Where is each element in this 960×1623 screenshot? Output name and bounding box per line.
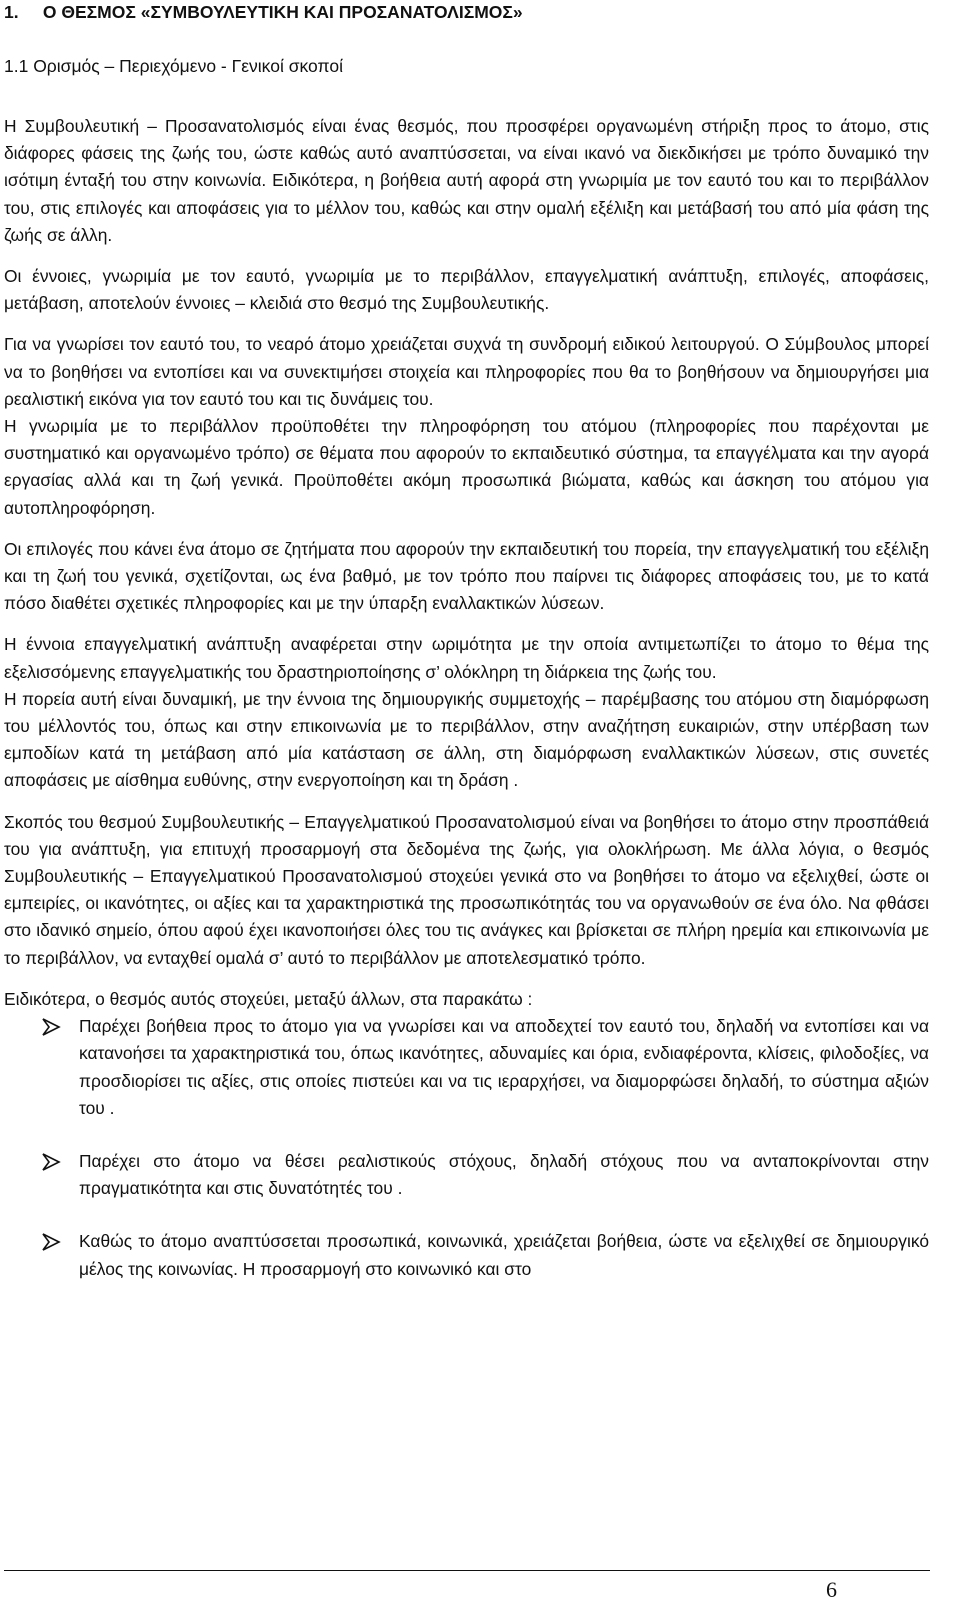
subsection-heading: 1.1 Ορισμός – Περιεχόμενο - Γενικοί σκοποί: [4, 56, 343, 76]
paragraph: Η Συμβουλευτική – Προσανατολισμός είναι ένας θεσμός, που προσφέρει οργανωμένη στήριξη προς το άτομο, στις διάφορες φάσεις της ζωής του, ώστε καθώς αυτό αναπτύσσεται, να είναι ικανό να διεκδικήσει με τρόπο δυναμικό την ισότιμη ένταξή του στην κοινωνία. Ειδικότερα, η βοήθεια αυτή αφορά στη γνωριμία με τον εαυτό του και το περιβάλλον του, στις επιλογές και αποφάσεις για το μέλλον του, καθώς και στην ομαλή εξέλιξη και μετάβασή του από μία φάση της ζωής σε άλλη.: [4, 116, 929, 245]
list-item-text: Παρέχει στο άτομο να θέσει ρεαλιστικούς στόχους, δηλαδή στόχους που να ανταποκρίνονται στην πραγματικότητα και στις δυνατότητές του .: [79, 1150, 929, 1199]
list-item: [4, 1013, 929, 1122]
paragraph: Για να γνωρίσει τον εαυτό του, το νεαρό άτομο χρειάζεται συχνά τη συνδρομή ειδικού λειτουργού. Ο Σύμβουλος μπορεί να το βοηθήσει να εντοπίσει και να συνεκτιμήσει στοιχεία και πληροφορίες που θα το βοηθήσουν να δημιουργήσει μια ρεαλιστική εικόνα για τον εαυτό του και τις δυνάμεις του.: [4, 334, 929, 409]
arrowhead-bullet-icon: [41, 1153, 61, 1171]
paragraph: Σκοπός του θεσμού Συμβουλευτικής – Επαγγελματικού Προσανατολισμού είναι να βοηθήσει το άτομο στην προσπάθειά του για ανάπτυξη, για επιτυχή προσαρμογή στα δεδομένα της ζωής, για ολοκλήρωση. Με άλλα λόγια, ο θεσμός Συμβουλευτικής – Επαγγελματικού Προσανατολισμού στοχεύει γενικά στο να βοηθήσει το άτομο να εξελιχθεί, ώστε οι εμπειρίες, οι ικανότητες, οι αξίες και τα χαρακτηριστικά της προσωπικότητάς του να οργανωθούν σε ένα όλο. Να φθάσει στο ιδανικό σημείο, όπου αφού έχει ικανοποιήσει όλες του τις ανάγκες και βρίσκεται σε πλήρη ηρεμία και επικοινωνία με το περιβάλλον, να ενταχθεί ομαλά σ’ αυτό το περιβάλλον με αποτελεσματικό τρόπο.: [4, 811, 929, 968]
list-item-text: Καθώς το άτομο αναπτύσσεται προσωπικά, κοινωνικά, χρειάζεται βοήθεια, ώστε να εξελιχθεί σε δημιουργικό μέλος της κοινωνίας. Η προσαρμογή στο κοινωνικό και στο: [79, 1231, 929, 1279]
arrowhead-bullet-icon: [41, 1233, 61, 1251]
paragraph: Οι επιλογές που κάνει ένα άτομο σε ζητήματα που αφορούν την εκπαιδευτική του πορεία, την επαγγελματική του εξέλιξη και τη ζωή του γενικά, σχετίζονται, ως ένα βαθμό, με τον τρόπο που παίρνει τις διάφορες αποφάσεις του, με το κατά πόσο διαθέτει σχετικές πληροφορίες και με την ύπαρξη εναλλακτικών λύσεων.: [4, 538, 929, 614]
paragraph: Ειδικότερα, ο θεσμός αυτός στοχεύει, μεταξύ άλλων, στα παρακάτω :: [4, 988, 533, 1009]
list-item: [4, 1228, 929, 1282]
paragraph: Οι έννοιες, γνωριμία με τον εαυτό, γνωριμία με το περιβάλλον, επαγγελματική ανάπτυξη, επιλογές, αποφάσεις, μετάβαση, αποτελούν έννοιες – κλειδιά στο θεσμό της Συμβουλευτικής.: [4, 266, 929, 314]
bullet-list: [4, 1013, 929, 1283]
page-number: 6: [826, 1577, 837, 1602]
footer-divider: [4, 1570, 930, 1571]
paragraph: Η πορεία αυτή είναι δυναμική, με την έννοια της δημιουργικής συμμετοχής – παρέμβασης του ατόμου στη διαμόρφωση του μέλλοντός του, όπως και στην επικοινωνία με το περιβάλλον, στην αναζήτηση ευκαιριών, στην υπέρβαση των εμποδίων κατά τη μετάβαση από μία κατάσταση σε άλλη, στη διαμόρφωση εναλλακτικών λύσεων, στις συνετές αποφάσεις με αίσθημα ευθύνης, στην ενεργοποίηση και τη δράση .: [4, 688, 929, 791]
list-item: [4, 1148, 929, 1202]
paragraph: Η έννοια επαγγελματική ανάπτυξη αναφέρεται στην ωριμότητα με την οποία αντιμετωπίζει το άτομο το θέμα της εξελισσόμενης επαγγελματικής του δραστηριοποίησης σ’ ολόκληρη τη διάρκεια της ζωής του.: [4, 634, 929, 682]
list-item-text: Παρέχει βοήθεια προς το άτομο για να γνωρίσει και να αποδεχτεί τον εαυτό του, δηλαδή να εντοπίσει και να κατανοήσει τα χαρακτηριστικά του, όπως ικανότητες, αδυναμίες και όρια, ενδιαφέροντα, κλίσεις, φιλοδοξίες, να προσδιορίσει τις αξίες, στις οποίες πιστεύει και να τις ιεραρχήσει, να διαμορφώσει δηλαδή, το σύστημα αξιών του .: [79, 1016, 929, 1118]
body-text: [4, 113, 929, 1283]
paragraph: Η γνωριμία με το περιβάλλον προϋποθέτει την πληροφόρηση του ατόμου (πληροφορίες που παρέχονται με συστηματικό και οργανωμένο τρόπο) σε θέματα που αφορούν το εκπαιδευτικό σύστημα, τα επαγγέλματα και την αγορά εργασίας αλλά και τη ζωή γενικά. Προϋποθέτει ακόμη προσωπικά βιώματα, καθώς και άσκηση του ατόμου για αυτοπληροφόρηση.: [4, 416, 929, 518]
arrowhead-bullet-icon: [41, 1018, 61, 1036]
section-heading: 1. Ο ΘΕΣΜΟΣ «ΣΥΜΒΟΥΛΕΥΤΙΚΗ ΚΑΙ ΠΡΟΣΑΝΑΤΟΛΙΣΜΟΣ»: [4, 2, 523, 22]
